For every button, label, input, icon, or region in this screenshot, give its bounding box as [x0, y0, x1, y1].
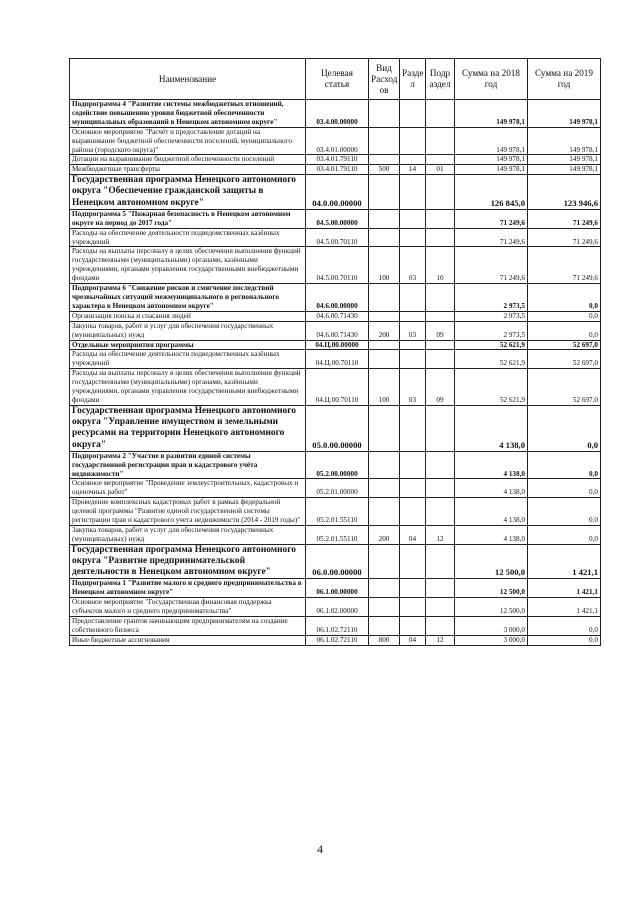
- row-name-cell: Отдельные мероприятия программы: [70, 340, 306, 350]
- row-name-cell: Закупка товаров, работ и услуг для обеспечения государственных (муниципальных) нужд: [70, 525, 306, 544]
- table-row: [70, 617, 601, 636]
- table-row: [70, 209, 601, 228]
- row-sum-2018-cell: 149 978,1: [455, 100, 528, 128]
- row-sum-2018-cell: 52 621,9: [455, 350, 528, 369]
- row-name-cell: Подпрограмма 6 "Снижение рисков и смягчение последствий чрезвычайных ситуаций межмуниципального и регионального характера в Ненецком автономном округе": [70, 284, 306, 312]
- table-row: [70, 525, 601, 544]
- row-podrazdel-cell: [426, 544, 455, 579]
- row-target-cell: 04.5.00.70110: [306, 228, 369, 247]
- row-name-cell: Основное мероприятие "Расчёт и предоставление дотаций на выравнивание бюджетной обеспеченности поселений, муниципального района (городского округа)": [70, 127, 306, 155]
- row-podrazdel-cell: [426, 451, 455, 479]
- row-vid-cell: 100: [369, 369, 400, 406]
- header-target: Целевая статья: [306, 59, 369, 100]
- row-vid-cell: 100: [369, 247, 400, 284]
- row-podrazdel-cell: [426, 127, 455, 155]
- row-razdel-cell: 03: [400, 321, 426, 340]
- row-sum-2019-cell: 149 978,1: [528, 100, 601, 128]
- row-name-cell: Расходы на обеспечение деятельности подведомственных казённых учреждений: [70, 228, 306, 247]
- row-name-cell: Расходы на выплаты персоналу в целях обеспечения выполнения функций государственными (муниципальными) органами, казёнными учреждениями, органами управления государственными внебюджетными фондами: [70, 247, 306, 284]
- row-name-cell: Основное мероприятие "Государственная финансовая поддержка субъектов малого и среднего предпринимательства": [70, 598, 306, 617]
- row-sum-2019-cell: 1 421,1: [528, 598, 601, 617]
- row-razdel-cell: [400, 284, 426, 312]
- table-header-row: [70, 59, 601, 100]
- row-vid-cell: [369, 579, 400, 598]
- row-sum-2018-cell: 3 000,0: [455, 617, 528, 636]
- row-name-cell: Подпрограмма 2 "Участие в развитии единой системы государственной регистрации прав и кадастрового учёта недвижимости": [70, 451, 306, 479]
- row-podrazdel-cell: [426, 405, 455, 451]
- row-razdel-cell: [400, 598, 426, 617]
- row-name-cell: Государственная программа Ненецкого автономного округа "Развитие предпринимательской деятельности в Ненецком автономном округе": [70, 544, 306, 579]
- row-target-cell: 04.5.00.00000: [306, 209, 369, 228]
- row-vid-cell: 500: [369, 165, 400, 175]
- row-razdel-cell: [400, 479, 426, 498]
- row-sum-2019-cell: 0,0: [528, 451, 601, 479]
- row-vid-cell: [369, 155, 400, 165]
- row-name-cell: Основное мероприятие "Проведение землеустроительных, кадастровых и оценочных работ": [70, 479, 306, 498]
- row-target-cell: 04.Ц.00.70110: [306, 350, 369, 369]
- row-podrazdel-cell: [426, 100, 455, 128]
- row-name-cell: Расходы на выплаты персоналу в целях обеспечения выполнения функций государственными (муниципальными) органами, казёнными учреждениями, органами управления государственными внебюджетными фондами: [70, 369, 306, 406]
- row-vid-cell: [369, 479, 400, 498]
- row-vid-cell: [369, 100, 400, 128]
- row-sum-2018-cell: 71 249,6: [455, 228, 528, 247]
- header-podrazdel: Подр аздел: [426, 59, 455, 100]
- row-podrazdel-cell: [426, 155, 455, 165]
- row-sum-2019-cell: 0,0: [528, 617, 601, 636]
- row-vid-cell: [369, 127, 400, 155]
- row-sum-2018-cell: 4 138,0: [455, 498, 528, 526]
- row-sum-2018-cell: 71 249,6: [455, 247, 528, 284]
- row-podrazdel-cell: [426, 617, 455, 636]
- row-podrazdel-cell: [426, 340, 455, 350]
- row-vid-cell: 800: [369, 635, 400, 645]
- row-sum-2019-cell: 149 978,1: [528, 127, 601, 155]
- row-name-cell: Подпрограмма 1 "Развитие малого и среднего предпринимательства в Ненецком автономном округе": [70, 579, 306, 598]
- table-row: [70, 127, 601, 155]
- row-podrazdel-cell: [426, 209, 455, 228]
- row-vid-cell: [369, 311, 400, 321]
- row-razdel-cell: [400, 451, 426, 479]
- table-row: [70, 175, 601, 210]
- table-row: [70, 579, 601, 598]
- row-vid-cell: [369, 617, 400, 636]
- row-podrazdel-cell: 10: [426, 247, 455, 284]
- row-razdel-cell: [400, 311, 426, 321]
- row-sum-2018-cell: 149 978,1: [455, 127, 528, 155]
- row-razdel-cell: [400, 175, 426, 210]
- row-podrazdel-cell: 12: [426, 635, 455, 645]
- table-row: [70, 165, 601, 175]
- table-row: [70, 544, 601, 579]
- row-vid-cell: [369, 340, 400, 350]
- row-razdel-cell: [400, 498, 426, 526]
- row-target-cell: 06.1.02.00000: [306, 598, 369, 617]
- row-razdel-cell: 04: [400, 525, 426, 544]
- row-sum-2019-cell: 71 249,6: [528, 247, 601, 284]
- row-podrazdel-cell: 09: [426, 321, 455, 340]
- row-name-cell: Государственная программа Ненецкого автономного округа "Обеспечение гражданской защиты в Ненецком автономном округе": [70, 175, 306, 210]
- table-row: [70, 228, 601, 247]
- row-vid-cell: [369, 350, 400, 369]
- row-razdel-cell: [400, 579, 426, 598]
- header-name: Наименование: [70, 59, 306, 100]
- row-target-cell: 04.Ц.00.00000: [306, 340, 369, 350]
- row-target-cell: 03.4.01.79110: [306, 165, 369, 175]
- row-podrazdel-cell: [426, 228, 455, 247]
- table-row: [70, 369, 601, 406]
- table-row: [70, 311, 601, 321]
- page-number: 4: [317, 842, 323, 856]
- row-sum-2018-cell: 126 845,0: [455, 175, 528, 210]
- table-row: [70, 247, 601, 284]
- row-vid-cell: 200: [369, 321, 400, 340]
- row-podrazdel-cell: 09: [426, 369, 455, 406]
- row-sum-2019-cell: 0,0: [528, 405, 601, 451]
- row-name-cell: Подпрограмма 5 "Пожарная безопасность в Ненецком автономном округе на период до 2017 года": [70, 209, 306, 228]
- row-sum-2018-cell: 52 621,9: [455, 369, 528, 406]
- header-razdel: Разде л: [400, 59, 426, 100]
- row-sum-2018-cell: 2 973,5: [455, 284, 528, 312]
- row-sum-2018-cell: 3 000,0: [455, 635, 528, 645]
- table-row: [70, 598, 601, 617]
- row-sum-2018-cell: 4 138,0: [455, 405, 528, 451]
- row-target-cell: 03.4.01.00000: [306, 127, 369, 155]
- row-target-cell: 05.2.01.55110: [306, 498, 369, 526]
- table-row: [70, 479, 601, 498]
- row-razdel-cell: [400, 340, 426, 350]
- row-name-cell: Расходы на обеспечение деятельности подведомственных казённых учреждений: [70, 350, 306, 369]
- row-target-cell: 04.Ц.00.70110: [306, 369, 369, 406]
- row-sum-2019-cell: 1 421,1: [528, 579, 601, 598]
- row-target-cell: 04.6.00.00000: [306, 284, 369, 312]
- row-name-cell: Проведение комплексных кадастровых работ в рамках федеральной целевой программы "Развитие единой государственной системы регистрации прав и кадастрового учета недвижимости (2014 - 2019 годы)": [70, 498, 306, 526]
- row-vid-cell: [369, 405, 400, 451]
- row-vid-cell: [369, 544, 400, 579]
- row-vid-cell: 200: [369, 525, 400, 544]
- row-sum-2019-cell: 71 249,6: [528, 228, 601, 247]
- row-target-cell: 05.2.01.55110: [306, 525, 369, 544]
- row-sum-2019-cell: 0,0: [528, 284, 601, 312]
- table-row: [70, 405, 601, 451]
- row-sum-2019-cell: 149 978,1: [528, 165, 601, 175]
- row-target-cell: 03.4.01.79110: [306, 155, 369, 165]
- row-sum-2019-cell: 149 978,1: [528, 155, 601, 165]
- row-razdel-cell: [400, 100, 426, 128]
- row-name-cell: Дотации на выравнивание бюджетной обеспеченности поселений: [70, 155, 306, 165]
- table-row: [70, 350, 601, 369]
- row-razdel-cell: [400, 127, 426, 155]
- row-name-cell: Межбюджетные трансферты: [70, 165, 306, 175]
- row-razdel-cell: [400, 405, 426, 451]
- budget-table: [69, 58, 601, 646]
- row-name-cell: Закупка товаров, работ и услуг для обеспечения государственных (муниципальных) нужд: [70, 321, 306, 340]
- header-sum-2019: Сумма на 2019 год: [528, 59, 601, 100]
- row-sum-2018-cell: 12 500,0: [455, 598, 528, 617]
- row-target-cell: 06.1.02.72110: [306, 617, 369, 636]
- row-razdel-cell: [400, 155, 426, 165]
- header-sum-2018: Сумма на 2018 год: [455, 59, 528, 100]
- row-podrazdel-cell: 12: [426, 525, 455, 544]
- row-sum-2019-cell: 1 421,1: [528, 544, 601, 579]
- row-sum-2018-cell: 12 500,0: [455, 579, 528, 598]
- table-row: [70, 155, 601, 165]
- table-row: [70, 284, 601, 312]
- row-sum-2019-cell: 71 249,6: [528, 209, 601, 228]
- row-podrazdel-cell: [426, 175, 455, 210]
- row-vid-cell: [369, 451, 400, 479]
- row-sum-2018-cell: 71 249,6: [455, 209, 528, 228]
- row-podrazdel-cell: [426, 350, 455, 369]
- row-sum-2019-cell: 0,0: [528, 321, 601, 340]
- row-razdel-cell: 04: [400, 635, 426, 645]
- row-podrazdel-cell: [426, 311, 455, 321]
- table-row: [70, 321, 601, 340]
- row-vid-cell: [369, 228, 400, 247]
- row-name-cell: Государственная программа Ненецкого автономного округа "Управление имуществом и земельными ресурсами на территории Ненецкого автономного округа": [70, 405, 306, 451]
- table-row: [70, 100, 601, 128]
- row-vid-cell: [369, 498, 400, 526]
- row-podrazdel-cell: [426, 498, 455, 526]
- row-podrazdel-cell: [426, 284, 455, 312]
- row-razdel-cell: [400, 350, 426, 369]
- row-target-cell: 03.4.00.00000: [306, 100, 369, 128]
- row-target-cell: 04.6.00.71430: [306, 321, 369, 340]
- row-podrazdel-cell: 01: [426, 165, 455, 175]
- row-razdel-cell: [400, 228, 426, 247]
- row-name-cell: Иные бюджетные ассигнования: [70, 635, 306, 645]
- row-sum-2019-cell: 52 697,0: [528, 350, 601, 369]
- row-sum-2019-cell: 52 697,0: [528, 340, 601, 350]
- row-sum-2018-cell: 52 621,9: [455, 340, 528, 350]
- row-sum-2018-cell: 149 978,1: [455, 165, 528, 175]
- row-sum-2018-cell: 4 138,0: [455, 451, 528, 479]
- row-sum-2018-cell: 149 978,1: [455, 155, 528, 165]
- table-row: [70, 451, 601, 479]
- row-sum-2019-cell: 0,0: [528, 635, 601, 645]
- row-target-cell: 05.2.01.00000: [306, 479, 369, 498]
- row-target-cell: 06.1.00.00000: [306, 579, 369, 598]
- row-razdel-cell: [400, 544, 426, 579]
- row-target-cell: 06.1.02.72110: [306, 635, 369, 645]
- row-razdel-cell: 03: [400, 369, 426, 406]
- row-vid-cell: [369, 209, 400, 228]
- row-sum-2019-cell: 0,0: [528, 479, 601, 498]
- row-sum-2018-cell: 4 138,0: [455, 525, 528, 544]
- row-target-cell: 05.2.00.00000: [306, 451, 369, 479]
- row-razdel-cell: [400, 209, 426, 228]
- row-target-cell: 04.6.00.71430: [306, 311, 369, 321]
- row-vid-cell: [369, 175, 400, 210]
- row-sum-2018-cell: 12 500,0: [455, 544, 528, 579]
- row-target-cell: 06.0.00.00000: [306, 544, 369, 579]
- row-sum-2019-cell: 123 946,6: [528, 175, 601, 210]
- table-row: [70, 498, 601, 526]
- table-row: [70, 340, 601, 350]
- row-sum-2018-cell: 2 973,5: [455, 311, 528, 321]
- table-row: [70, 635, 601, 645]
- row-target-cell: 04.5.00.70110: [306, 247, 369, 284]
- row-vid-cell: [369, 284, 400, 312]
- header-vid: Вид Расход ов: [369, 59, 400, 100]
- row-podrazdel-cell: [426, 579, 455, 598]
- row-sum-2018-cell: 2 973,5: [455, 321, 528, 340]
- row-target-cell: 04.0.00.00000: [306, 175, 369, 210]
- row-sum-2018-cell: 4 138,0: [455, 479, 528, 498]
- row-sum-2019-cell: 52 697,0: [528, 369, 601, 406]
- row-sum-2019-cell: 0,0: [528, 311, 601, 321]
- row-vid-cell: [369, 598, 400, 617]
- row-razdel-cell: 03: [400, 247, 426, 284]
- row-target-cell: 05.0.00.00000: [306, 405, 369, 451]
- row-sum-2019-cell: 0,0: [528, 498, 601, 526]
- row-podrazdel-cell: [426, 598, 455, 617]
- row-sum-2019-cell: 0,0: [528, 525, 601, 544]
- row-razdel-cell: 14: [400, 165, 426, 175]
- row-razdel-cell: [400, 617, 426, 636]
- table-body: [70, 100, 601, 646]
- row-name-cell: Организация поиска и спасания людей: [70, 311, 306, 321]
- row-podrazdel-cell: [426, 479, 455, 498]
- row-name-cell: Подпрограмма 4 "Развитие системы межбюджетных отношений, содействие повышению уровня бюджетной обеспеченности муниципальных образований в Ненецком автономном округе": [70, 100, 306, 128]
- row-name-cell: Предоставление грантов начинающим предпринимателям на создание собственного бизнеса: [70, 617, 306, 636]
